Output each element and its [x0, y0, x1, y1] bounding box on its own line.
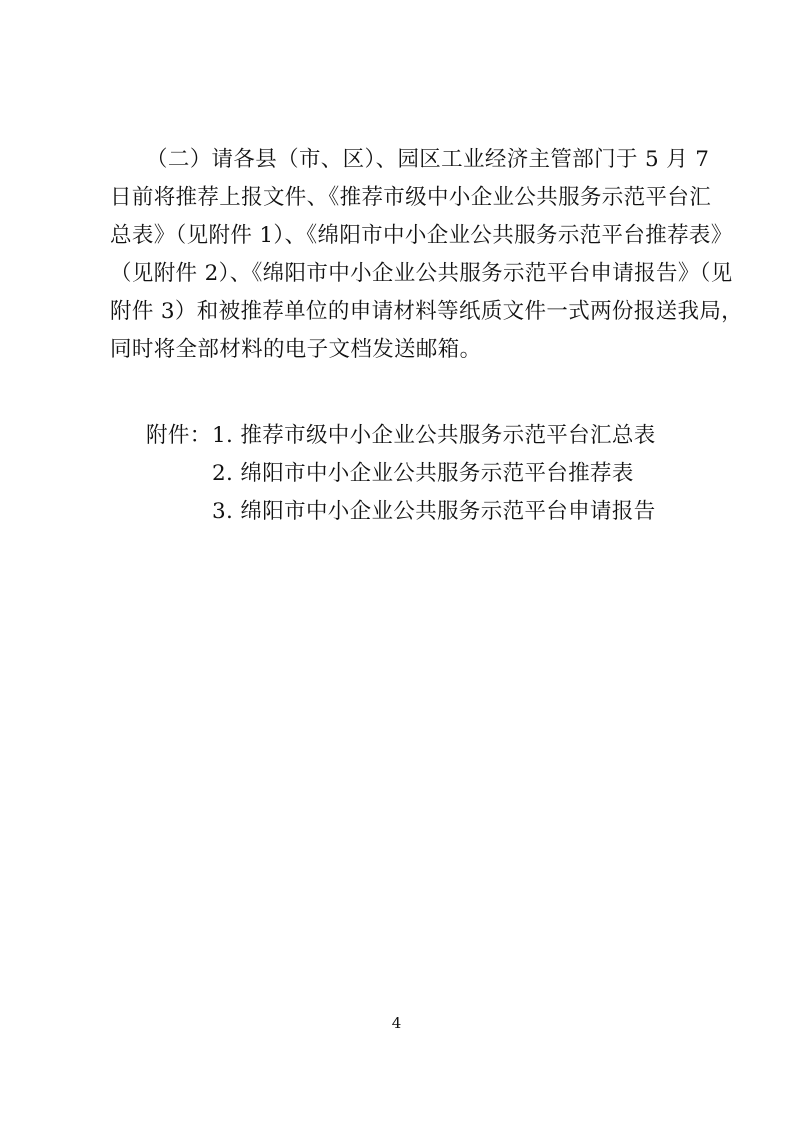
paragraph-line: 总表》（见附件 1）、《绵阳市中小企业公共服务示范平台推荐表》	[110, 223, 733, 248]
paragraph-line: （见附件 2）、《绵阳市中小企业公共服务示范平台申请报告》（见	[110, 261, 733, 286]
paragraph-line: 日前将推荐上报文件、《推荐市级中小企业公共服务示范平台汇	[110, 185, 712, 210]
paragraph-line: 附件 3）和被推荐单位的申请材料等纸质文件一式两份报送我局，	[110, 299, 744, 324]
paragraph-line: 同时将全部材料的电子文档发送邮箱。	[110, 337, 482, 362]
page-number: 4	[391, 1014, 402, 1032]
attachment-item: 3. 绵阳市中小企业公共服务示范平台申请报告	[212, 499, 656, 524]
attachments-label: 附件：	[146, 423, 212, 448]
attachment-item: 2. 绵阳市中小企业公共服务示范平台推荐表	[212, 461, 634, 486]
attachment-item: 1. 推荐市级中小企业公共服务示范平台汇总表	[212, 423, 656, 448]
paragraph-line: （二）请各县（市、区）、园区工业经济主管部门于 5 月 7	[146, 147, 710, 172]
